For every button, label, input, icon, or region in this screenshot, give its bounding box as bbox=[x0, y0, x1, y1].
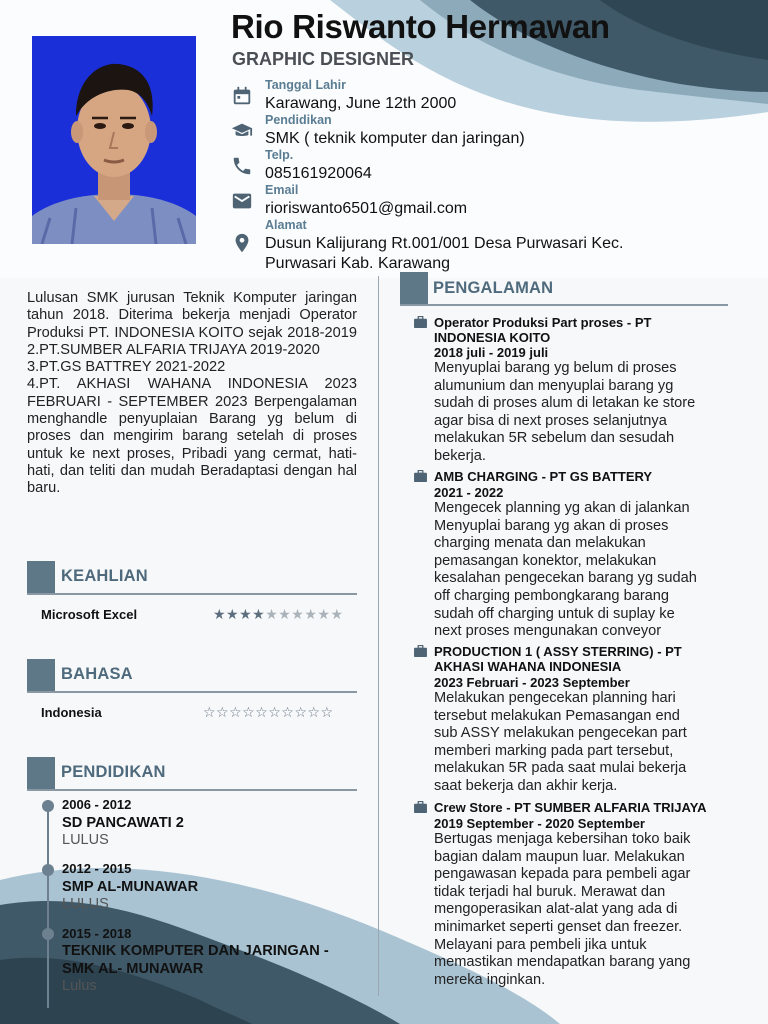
experience-description bbox=[434, 690, 734, 796]
info-value: rioriswanto6501@gmail.com bbox=[265, 200, 468, 217]
experience-period: 2023 Februari - 2023 September bbox=[434, 675, 630, 690]
desc-line: charging menata dan melakukan bbox=[434, 535, 646, 552]
desc-line: Menyuplai barang yg belum di proses bbox=[434, 360, 677, 376]
education-school: SD PANCAWATI 2 bbox=[62, 815, 184, 831]
experience-item bbox=[414, 800, 734, 990]
desc-line: bagian dalam maupun luar. Melakukan bbox=[434, 848, 685, 865]
desc-line: Menyuplai barang yg akan di proses bbox=[434, 517, 669, 534]
info-label: Pendidikan bbox=[265, 113, 332, 127]
desc-line: sub ASSY melakukan pengecekan part bbox=[434, 725, 687, 742]
person-name: Rio Riswanto Hermawan bbox=[231, 8, 610, 45]
calendar-icon bbox=[231, 85, 253, 107]
info-value-line2: Purwasari Kab. Karawang bbox=[265, 255, 450, 272]
education-timeline-line bbox=[47, 800, 49, 1008]
job-title: GRAPHIC DESIGNER bbox=[232, 49, 415, 69]
experience-description bbox=[434, 360, 734, 466]
experience-title-line2: INDONESIA KOITO bbox=[434, 330, 551, 345]
desc-line: minimarket seperti genset dan freezer. bbox=[434, 918, 683, 935]
briefcase-icon bbox=[414, 801, 427, 813]
experience-period: 2021 - 2022 bbox=[434, 485, 504, 500]
experience-description bbox=[434, 500, 734, 641]
info-birth bbox=[231, 80, 691, 115]
skills-section-header bbox=[27, 561, 357, 595]
desc-line: bekerja. bbox=[434, 447, 486, 464]
education-school-line2: SMK AL- MUNAWAR bbox=[62, 961, 204, 977]
section-marker bbox=[27, 561, 55, 593]
summary-paragraph: 4.PT. AKHASI WAHANA INDONESIA 2023 FEBRUARI - SEPTEMBER 2023 Berpengalaman menghandle penyuplaian Barang yg belum di proses dan mengirim barang setelah di proses untuk ke next proses, Pribadi yang cermat, hati-hati, dan teliti dan mudah Beradaptasi dengan hal baru. bbox=[27, 376, 357, 497]
experience-title: PRODUCTION 1 ( ASSY STERRING) - PT bbox=[434, 644, 682, 659]
section-title: PENDIDIKAN bbox=[61, 763, 166, 781]
section-marker bbox=[400, 272, 428, 304]
desc-line: off charging pembongkarang barang bbox=[434, 587, 670, 604]
desc-line: alumunium dan menyuplai barang yg bbox=[434, 377, 674, 394]
education-status: LULUS bbox=[62, 896, 109, 912]
desc-line: agar bisa di next proses selanjutnya bbox=[434, 412, 667, 429]
info-label: Tanggal Lahir bbox=[265, 78, 347, 92]
desc-line: pengawasan kepada para pembeli agar bbox=[434, 866, 691, 883]
education-status: LULUS bbox=[62, 832, 109, 848]
info-address bbox=[231, 220, 691, 274]
profile-summary bbox=[27, 290, 357, 498]
experience-period: 2019 September - 2020 September bbox=[434, 816, 645, 831]
column-divider bbox=[378, 276, 379, 996]
star-icon: ★★★★ bbox=[213, 606, 266, 622]
info-value: SMK ( teknik komputer dan jaringan) bbox=[265, 130, 525, 147]
education-school: SMP AL-MUNAWAR bbox=[62, 879, 199, 895]
section-title: BAHASA bbox=[61, 665, 133, 683]
desc-line: Mengecek planning yg akan di jalankan bbox=[434, 500, 690, 516]
experience-item bbox=[414, 644, 734, 799]
graduation-cap-icon bbox=[231, 120, 253, 142]
info-value: Dusun Kalijurang Rt.001/001 Desa Purwasari Kec. bbox=[265, 235, 624, 252]
education-section-header bbox=[27, 757, 357, 791]
experience-section-header bbox=[400, 272, 728, 306]
desc-line: next proses mengunakan conveyor bbox=[434, 623, 662, 640]
skill-rating bbox=[213, 606, 344, 623]
section-title: PENGALAMAN bbox=[433, 279, 554, 297]
briefcase-icon bbox=[414, 470, 427, 482]
briefcase-icon bbox=[414, 645, 427, 657]
experience-title: Operator Produksi Part proses - PT bbox=[434, 315, 652, 330]
info-label: Telp. bbox=[265, 148, 294, 162]
desc-line: pemasangan konektor, melakukan bbox=[434, 552, 657, 569]
timeline-dot bbox=[42, 928, 54, 940]
timeline-dot bbox=[42, 864, 54, 876]
desc-line: memastikan mendapatkan barang yang bbox=[434, 954, 691, 971]
star-icon: ★★★★★★ bbox=[265, 606, 344, 622]
section-marker bbox=[27, 659, 55, 691]
star-outline-icon: ☆☆☆☆☆☆☆☆☆☆ bbox=[203, 704, 334, 720]
education-years: 2015 - 2018 bbox=[62, 926, 132, 941]
timeline-dot bbox=[42, 800, 54, 812]
desc-line: sudah off charging untuk di suplay ke bbox=[434, 605, 675, 622]
desc-line: Melayani para pembeli jika untuk bbox=[434, 936, 647, 953]
info-email bbox=[231, 185, 691, 220]
phone-icon bbox=[231, 155, 253, 177]
experience-title: AMB CHARGING - PT GS BATTERY bbox=[434, 469, 653, 484]
summary-paragraph: Lulusan SMK jurusan Teknik Komputer jaringan tahun 2018. Diterima bekerja menjadi Operator Produksi PT. INDONESIA KOITO sejak 2018-2019 2.PT.SUMBER ALFARIA TRIJAYA 2019-2020 bbox=[27, 290, 357, 358]
desc-line: melakukan 5R pada saat mulai bekerja bbox=[434, 760, 687, 777]
desc-line: melakukan 5R sebelum dan sesudah bbox=[434, 430, 675, 447]
experience-title: Crew Store - PT SUMBER ALFARIA TRIJAYA bbox=[434, 800, 707, 815]
info-label: Alamat bbox=[265, 218, 307, 232]
education-years: 2006 - 2012 bbox=[62, 797, 132, 812]
education-status: Lulus bbox=[62, 978, 97, 994]
desc-line: mengoperasikan alat-alat yang ada di bbox=[434, 901, 678, 918]
briefcase-icon bbox=[414, 316, 427, 328]
mail-icon bbox=[231, 190, 253, 212]
info-value: Karawang, June 12th 2000 bbox=[265, 95, 457, 112]
desc-line: sudah di proses alum di letakan ke store bbox=[434, 395, 696, 412]
education-years: 2012 - 2015 bbox=[62, 861, 132, 876]
language-section-header bbox=[27, 659, 357, 693]
section-marker bbox=[27, 757, 55, 789]
desc-line: tidak terjadi hal buruk. Merawat dan bbox=[434, 883, 666, 900]
experience-period: 2018 juli - 2019 juli bbox=[434, 345, 549, 360]
desc-line: Melakukan pengecekan planning hari bbox=[434, 690, 676, 706]
summary-paragraph: 3.PT.GS BATTREY 2021-2022 bbox=[27, 359, 226, 376]
experience-item bbox=[414, 315, 734, 465]
section-title: KEAHLIAN bbox=[61, 567, 148, 585]
info-phone bbox=[231, 150, 691, 185]
experience-description bbox=[434, 831, 734, 989]
desc-line: tersebut melakukan Pemasangan end bbox=[434, 707, 680, 724]
info-value: 085161920064 bbox=[265, 165, 372, 182]
info-label: Email bbox=[265, 183, 299, 197]
location-pin-icon bbox=[231, 232, 253, 254]
experience-title-line2: AKHASI WAHANA INDONESIA bbox=[434, 659, 622, 674]
desc-line: Bertugas menjaga kebersihan toko baik bbox=[434, 831, 691, 847]
desc-line: memberi marking pada part tersebut, bbox=[434, 742, 674, 759]
experience-item bbox=[414, 469, 734, 644]
desc-line: kesalahan pengecekan barang yg sudah bbox=[434, 570, 697, 587]
education-school: TEKNIK KOMPUTER DAN JARINGAN - bbox=[62, 943, 329, 959]
language-name: Indonesia bbox=[41, 705, 102, 720]
desc-line: mereka inginkan. bbox=[434, 971, 546, 988]
profile-photo bbox=[32, 36, 196, 244]
language-rating bbox=[203, 704, 334, 721]
skill-name: Microsoft Excel bbox=[41, 607, 138, 622]
desc-line: saat bekerja dan akhir kerja. bbox=[434, 777, 618, 794]
info-education bbox=[231, 115, 691, 150]
